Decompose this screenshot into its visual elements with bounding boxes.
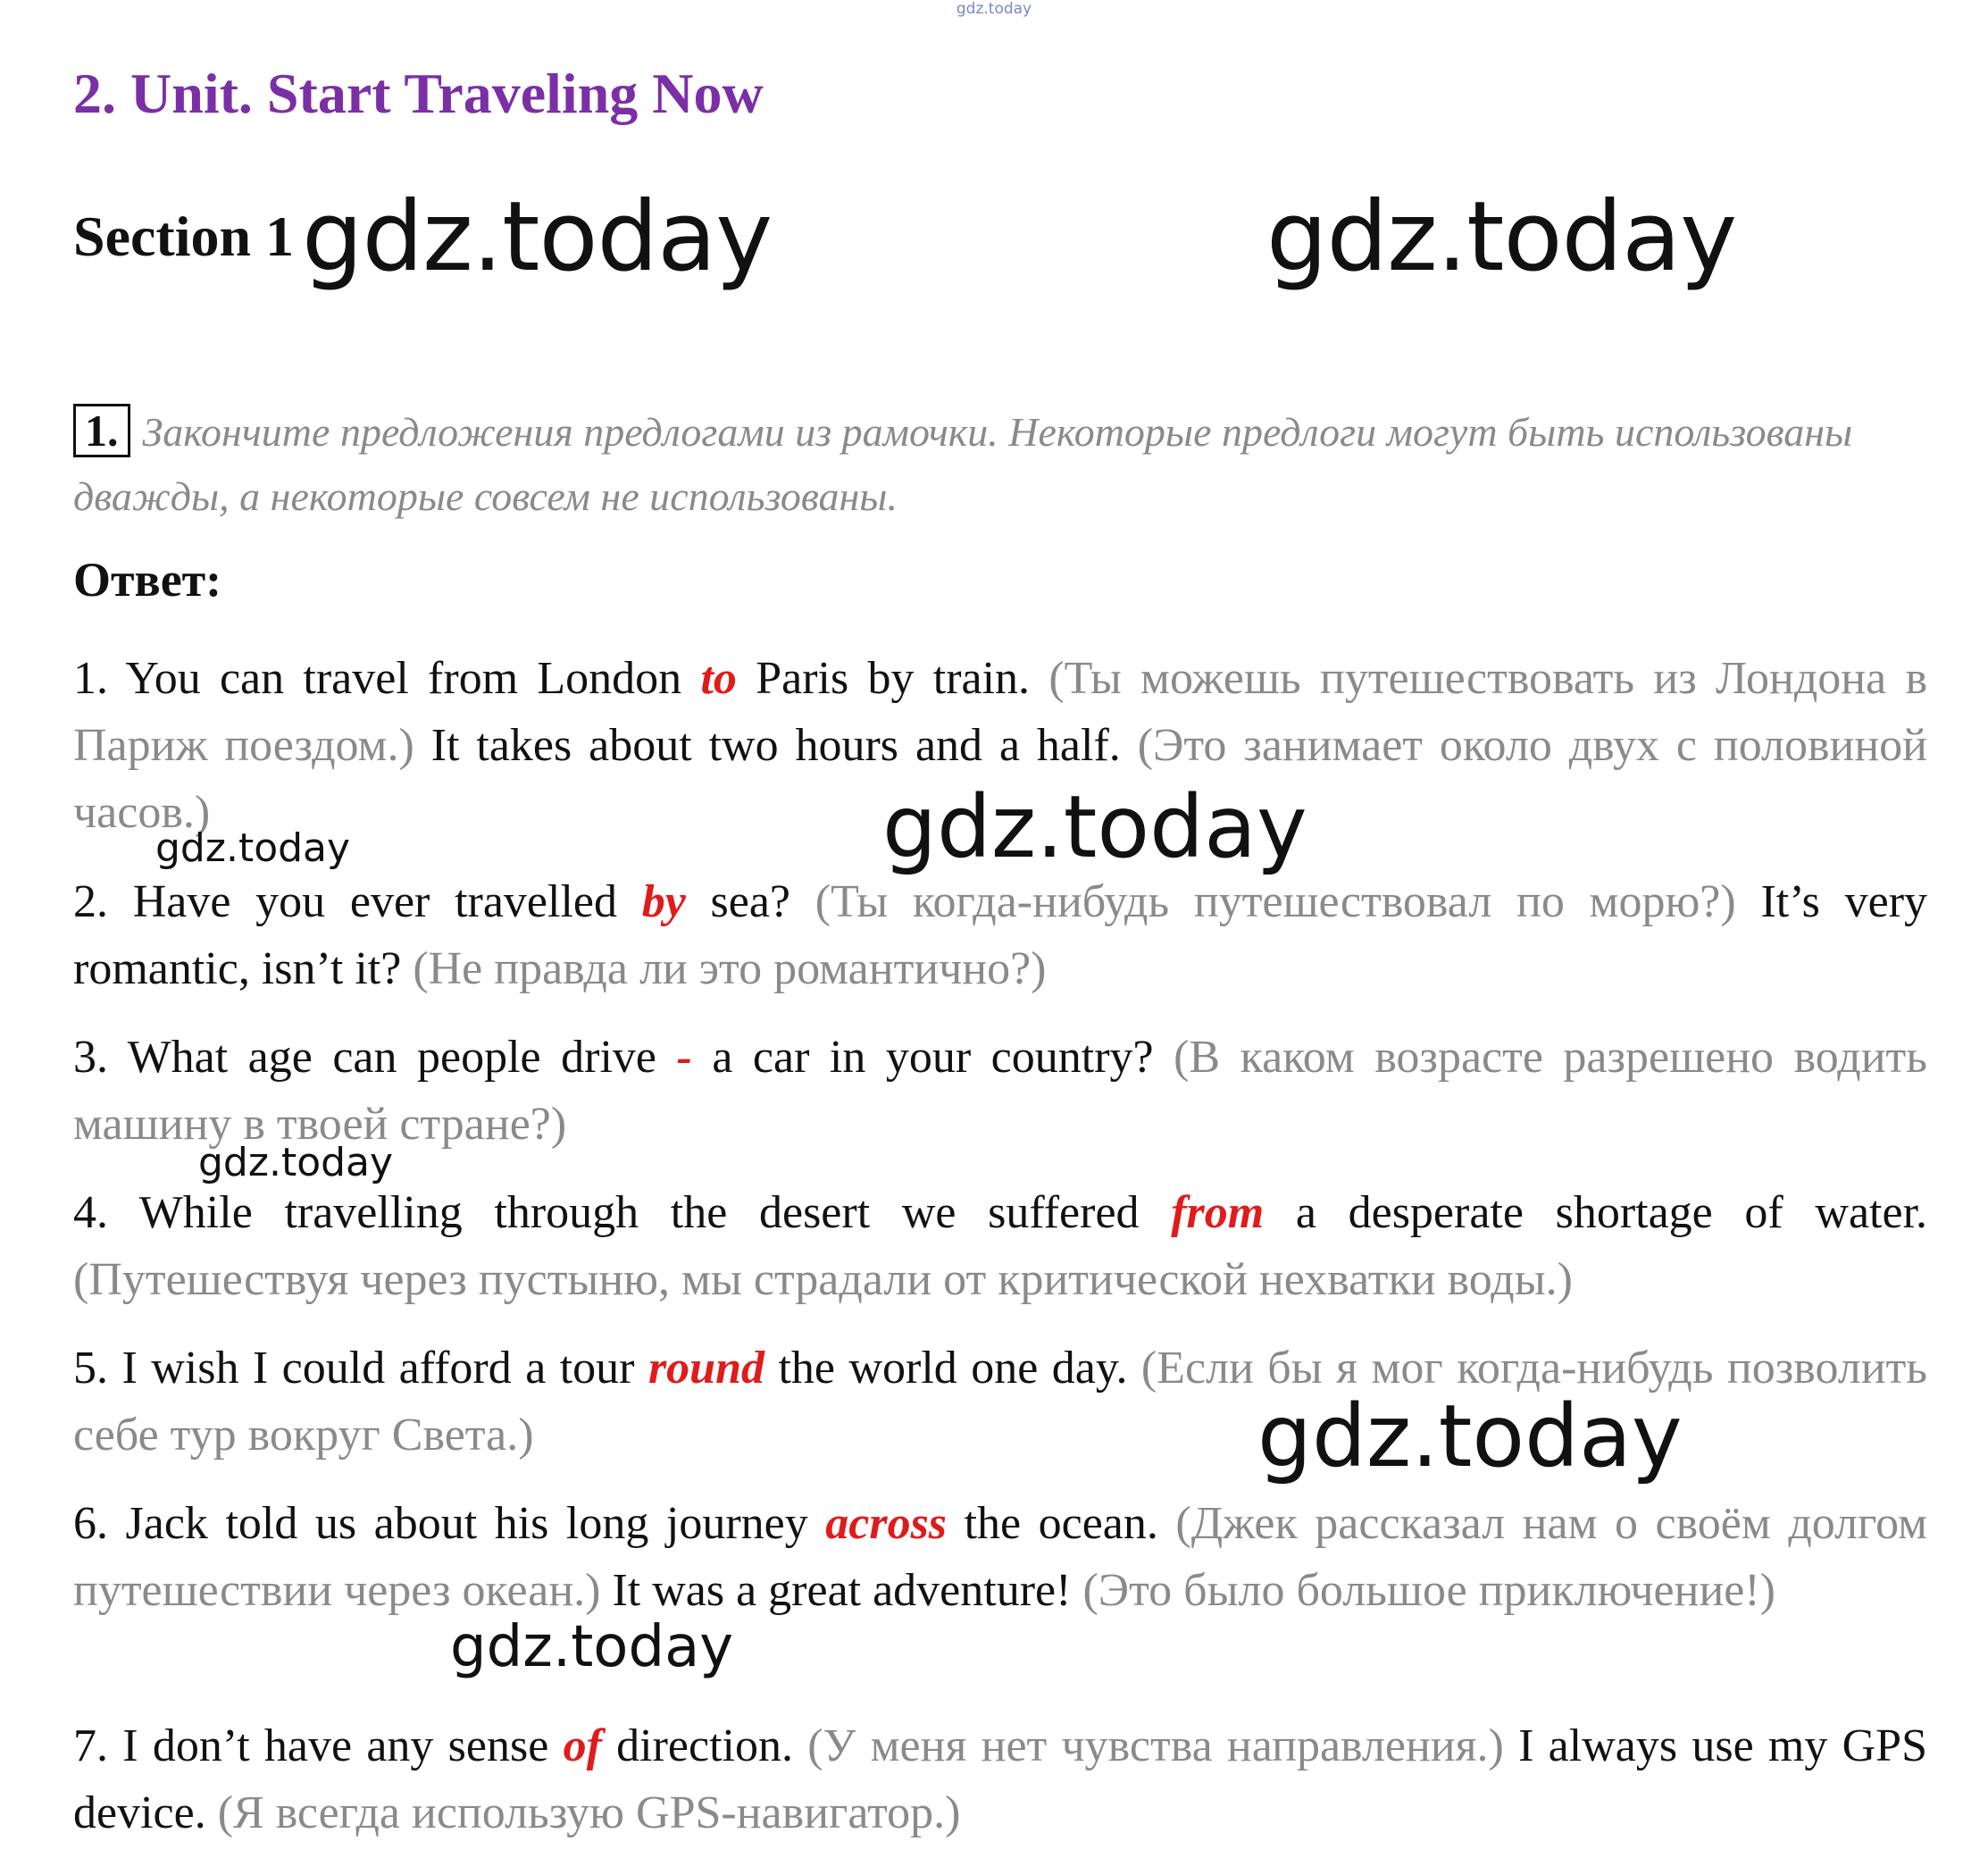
- translation: (Если бы я мог когда-нибудь позволить себе тур вокруг Света.): [73, 1343, 1927, 1461]
- unit-title: 2. Unit. Start Traveling Now: [73, 62, 764, 125]
- filled-preposition: of: [563, 1720, 602, 1771]
- translation: (Путешествуя через пустыню, мы страдали от критической нехватки воды.): [73, 1254, 1573, 1305]
- watermark: gdz.today: [198, 1140, 394, 1185]
- watermark: gdz.today: [1257, 1386, 1683, 1486]
- task-number: 1.: [73, 404, 130, 457]
- translation: (Джек рассказал нам о своём долгом путешествии через океан.): [73, 1498, 1927, 1616]
- filled-preposition: -: [676, 1032, 692, 1083]
- filled-preposition: from: [1171, 1187, 1265, 1238]
- filled-preposition: across: [825, 1498, 948, 1549]
- answer-item-1: 1. You can travel from London to Paris by train. (Ты можешь путешествовать из Лондона в Париж поездом.) It takes about two hours and a half. (Это занимает около двух с половиной часов.): [73, 653, 1928, 838]
- answer-item-5: 5. I wish I could afford a tour round the world one day. (Если бы я мог когда-нибудь позволить себе тур вокруг Света.): [73, 1343, 1927, 1461]
- watermark: gdz.today: [155, 825, 351, 871]
- answer-label: Ответ:: [73, 553, 222, 607]
- translation: (Я всегда использую GPS-навигатор.): [217, 1787, 961, 1838]
- answer-item-7: 7. I don’t have any sense of direction. (У меня нет чувства направления.) I always use my GPS device. (Я всегда использую GPS-навигатор.): [73, 1720, 1927, 1838]
- filled-preposition: to: [700, 653, 737, 704]
- translation: (Не правда ли это романтично?): [413, 943, 1047, 994]
- task-instruction: [73, 400, 1931, 529]
- translation: (Это занимает около двух с половиной часов.): [73, 720, 1927, 838]
- translation: (У меня нет чувства направления.): [807, 1720, 1504, 1771]
- translation: (Ты когда-нибудь путешествовал по морю?): [814, 876, 1736, 927]
- translation: (В каком возрасте разрешено водить машину в твоей стране?): [73, 1032, 1927, 1150]
- answer-item-6: 6. Jack told us about his long journey across the ocean. (Джек рассказал нам о своём долгом путешествии через океан.) It was a great adventure! (Это было большое приключение!): [73, 1498, 1927, 1616]
- watermark: gdz.today: [882, 777, 1307, 877]
- watermark: gdz.today: [450, 1614, 734, 1680]
- translation: (Ты можешь путешествовать из Лондона в Париж поездом.): [73, 653, 1928, 771]
- top-watermark: gdz.today: [956, 0, 1032, 18]
- section-title: Section 1: [73, 205, 295, 268]
- filled-preposition: round: [647, 1343, 765, 1394]
- task-text: Закончите предложения предлогами из рамочки. Некоторые предлоги могут быть использованы дважды, а некоторые совсем не использованы.: [73, 409, 1853, 519]
- watermark: gdz.today: [1266, 181, 1737, 293]
- watermark: gdz.today: [302, 181, 773, 293]
- translation: (Это было большое приключение!): [1082, 1565, 1775, 1616]
- answer-item-4: 4. While travelling through the desert we suffered from a desperate shortage of water. (Путешествуя через пустыню, мы страдали от критической нехватки воды.): [73, 1187, 1928, 1305]
- answer-item-3: 3. What age can people drive - a car in your country? (В каком возрасте разрешено водить машину в твоей стране?): [73, 1032, 1927, 1150]
- filled-preposition: by: [641, 876, 686, 927]
- answer-item-2: 2. Have you ever travelled by sea? (Ты когда-нибудь путешествовал по морю?) It’s very romantic, isn’t it? (Не правда ли это романтично?): [73, 876, 1928, 994]
